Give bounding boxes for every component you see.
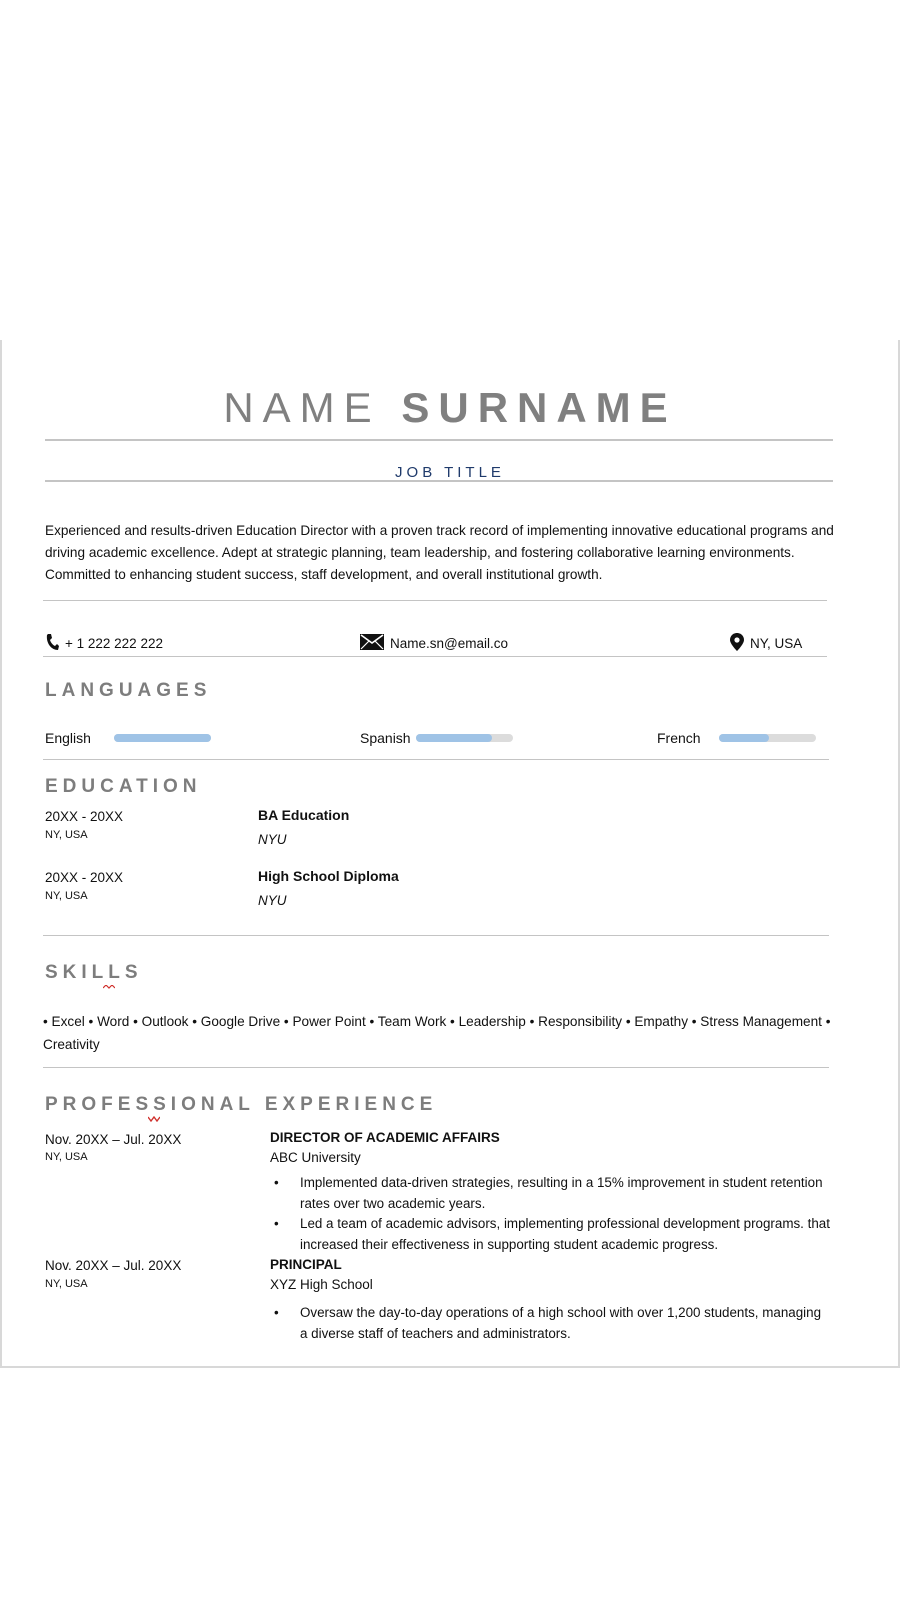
envelope-icon xyxy=(360,634,384,653)
bullet-dot: • xyxy=(274,1175,279,1190)
experience-location: NY, USA xyxy=(45,1278,88,1290)
language-english-bar xyxy=(114,734,211,742)
languages-heading: LANGUAGES xyxy=(45,680,212,701)
bullet-dot: • xyxy=(274,1216,279,1231)
experience-organization: ABC University xyxy=(270,1150,361,1165)
contact-email xyxy=(360,632,508,654)
education-dates: 20XX - 20XX xyxy=(45,809,124,824)
education-location: NY, USA xyxy=(45,829,88,841)
experience-dates: Nov. 20XX – Jul. 20XX xyxy=(45,1132,182,1147)
language-english-label: English xyxy=(45,730,91,746)
education-degree: High School Diploma xyxy=(258,868,399,884)
spellcheck-mark xyxy=(103,985,115,991)
language-spanish-bar xyxy=(416,734,513,742)
experience-organization: XYZ High School xyxy=(270,1277,373,1292)
contact-location xyxy=(730,632,802,654)
phone-number: + 1 222 222 222 xyxy=(65,635,163,651)
experience-heading: PROFESSIONAL EXPERIENCE xyxy=(45,1094,438,1115)
header-top-divider xyxy=(45,439,833,441)
last-name: SURNAME xyxy=(401,384,677,431)
bullet-text: Oversaw the day-to-day operations of a high school with over 1,200 students, managing a diverse staff of teachers and administrators. xyxy=(300,1305,822,1341)
experience-bullet xyxy=(270,1302,830,1344)
header-bottom-divider xyxy=(45,480,833,482)
resume-name xyxy=(2,384,898,432)
email-address: Name.sn@email.co xyxy=(390,635,508,651)
map-pin-icon xyxy=(730,633,744,654)
education-divider xyxy=(43,935,829,936)
contact-bottom-divider xyxy=(43,656,827,657)
skills-heading: SKILLS xyxy=(45,962,143,983)
experience-role: DIRECTOR OF ACADEMIC AFFAIRS xyxy=(270,1130,500,1145)
education-degree: BA Education xyxy=(258,807,350,823)
education-heading: EDUCATION xyxy=(45,776,202,797)
experience-location: NY, USA xyxy=(45,1151,88,1163)
languages-divider xyxy=(43,759,829,760)
resume-page xyxy=(0,340,900,1368)
education-school: NYU xyxy=(258,832,287,847)
bullet-dot: • xyxy=(274,1305,279,1320)
language-french-bar xyxy=(719,734,816,742)
first-name: NAME xyxy=(223,384,381,431)
spellcheck-mark xyxy=(148,1116,160,1122)
education-school: NYU xyxy=(258,893,287,908)
job-title: JOB TITLE xyxy=(395,464,505,481)
experience-role: PRINCIPAL xyxy=(270,1257,342,1272)
skills-list: • Excel • Word • Outlook • Google Drive • Power Point • Team Work • Leadership • Responsibility • Empathy • Stress Management • Creativity xyxy=(43,1014,831,1052)
language-spanish-label: Spanish xyxy=(360,730,411,746)
bullet-text: Led a team of academic advisors, implementing professional development programs. that increased their effectiveness in supporting student academic progress. xyxy=(300,1216,830,1252)
contact-top-divider xyxy=(43,600,827,601)
location-text: NY, USA xyxy=(750,635,803,651)
phone-icon xyxy=(45,633,59,654)
language-french-label: French xyxy=(657,730,701,746)
experience-dates: Nov. 20XX – Jul. 20XX xyxy=(45,1258,182,1273)
education-location: NY, USA xyxy=(45,890,88,902)
profile-summary: Experienced and results-driven Education Director with a proven track record of implementing innovative educational programs and driving academic excellence. Adept at strategic planning, team leadership, and fostering collaborative learning environments. Committed to enhancing student success, staff development, and overall institutional growth. xyxy=(45,523,834,582)
skills-divider xyxy=(43,1067,829,1068)
experience-bullet xyxy=(270,1213,830,1255)
bullet-text: Implemented data-driven strategies, resulting in a 15% improvement in student retention rates over two academic years. xyxy=(300,1175,823,1211)
experience-bullet xyxy=(270,1172,830,1214)
education-dates: 20XX - 20XX xyxy=(45,870,124,885)
contact-phone xyxy=(45,632,163,654)
